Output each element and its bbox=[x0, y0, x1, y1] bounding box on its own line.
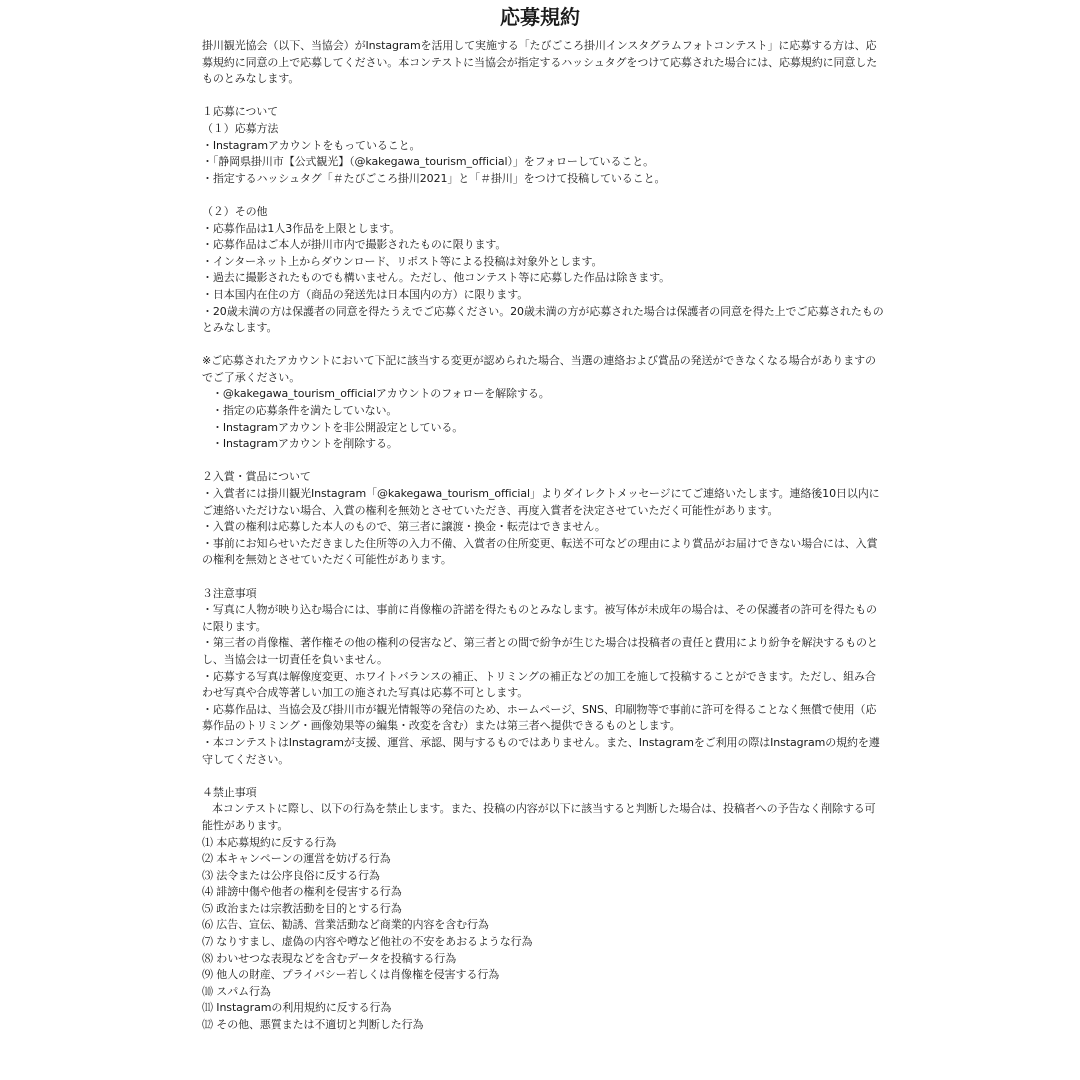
section-prohibited bbox=[202, 785, 886, 1034]
list-item: ・Instagramアカウントをもっていること。 bbox=[202, 138, 421, 152]
list-item: ・20歳未満の方は保護者の同意を得たうえでご応募ください。20歳未満の方が応募された場合は保護者の同意を得た上でご応募されたものとみなします。 bbox=[202, 304, 884, 335]
list-item: ⑿ その他、悪質または不適切と判断した行為 bbox=[202, 1018, 424, 1032]
list-item: ・応募する写真は解像度変更、ホワイトバランスの補正、トリミングの補正などの加工を施して投稿することができます。ただし、組み合わせ写真や合成等著しい加工の施された写真は応募不可とします。 bbox=[202, 669, 876, 700]
list-item: ・本コンテストはInstagramが支援、運営、承認、関与するものではありません。また、Instagramをご利用の際はInstagramの規約を遵守してください。 bbox=[202, 735, 880, 766]
note-paragraph: ※ご応募されたアカウントにおいて下記に該当する変更が認められた場合、当選の連絡および賞品の発送ができなくなる場合がありますのでご了承ください。 bbox=[202, 354, 876, 384]
section-heading: ２入賞・賞品について bbox=[202, 470, 311, 484]
list-item: ⑷ 誹謗中傷や他者の権利を侵害する行為 bbox=[202, 885, 402, 899]
section-intro: 本コンテストに際し、以下の行為を禁止します。また、投稿の内容が以下に該当すると判断した場合は、投稿者への予告なく削除する可能性があります。 bbox=[202, 802, 876, 832]
section-notes bbox=[202, 586, 886, 769]
list-item: ⑺ なりすまし、虚偽の内容や噂など他社の不安をあおるような行為 bbox=[202, 935, 533, 949]
list-item: ⑼ 他人の財産、プライバシー若しくは肖像権を侵害する行為 bbox=[202, 968, 500, 982]
list-item: ・過去に撮影されたものでも構いません。ただし、他コンテスト等に応募した作品は除きます。 bbox=[202, 271, 671, 285]
list-item: ・応募作品は、当協会及び掛川市が観光情報等の発信のため、ホームページ、SNS、印刷物等で事前に許可を得ることなく無償で使用（応募作品のトリミング・画像効果等の編集・改変を含む）または第三者へ提供できるものとします。 bbox=[202, 702, 877, 733]
list-item: ・事前にお知らせいただきました住所等の入力不備、入賞者の住所変更、転送不可などの理由により賞品がお届けできない場合には、入賞の権利を無効とさせていただく可能性があります。 bbox=[202, 536, 878, 567]
list-item: ・指定するハッシュタグ「＃たびごころ掛川2021」と「＃掛川」をつけて投稿していること。 bbox=[202, 171, 666, 185]
list-item: ・入賞者には掛川観光Instagram「@kakegawa_tourism_official」よりダイレクトメッセージにてご連絡いたします。連絡後10日以内にご連絡いただけない場合、入賞の権利を無効とさせていただき、再度入賞者を決定させていただく可能性があります。 bbox=[202, 487, 880, 517]
list-item: ・写真に人物が映り込む場合には、事前に肖像権の許諾を得たものとみなします。被写体が未成年の場合は、その保護者の許可を得たものに限ります。 bbox=[202, 603, 877, 633]
list-item: ・日本国内在住の方（商品の発送先は日本国内の方）に限ります。 bbox=[202, 287, 529, 301]
list-item: ⑵ 本キャンペーンの運営を妨げる行為 bbox=[202, 852, 391, 866]
list-item: ⑻ わいせつな表現などを含むデータを投稿する行為 bbox=[202, 951, 457, 965]
list-item: ・Instagramアカウントを削除する。 bbox=[212, 437, 398, 451]
list-item: ・第三者の肖像権、著作権その他の権利の侵害など、第三者との間で紛争が生じた場合は投稿者の責任と費用により紛争を解決するものとし、当協会は一切責任を負いません。 bbox=[202, 636, 878, 666]
intro-paragraph: 掛川観光協会（以下、当協会）がInstagramを活用して実施する「たびごころ掛川インスタグラムフォトコンテスト」に応募する方は、応募規約に同意の上で応募してください。本コンテストに当協会が指定するハッシュタグをつけて応募された場合には、応募規約に同意したものとみなします。 bbox=[202, 39, 878, 86]
page-title: 応募規約 bbox=[500, 5, 580, 29]
list-item: ・応募作品はご本人が掛川市内で撮影されたものに限ります。 bbox=[202, 238, 507, 252]
list-item: ・「静岡県掛川市【公式観光】（@kakegawa_tourism_official）」をフォローしていること。 bbox=[202, 155, 655, 169]
list-item: ・応募作品は1人3作品を上限とします。 bbox=[202, 221, 401, 235]
list-item: ⑾ Instagramの利用規約に反する行為 bbox=[202, 1001, 392, 1015]
section-prizes bbox=[202, 469, 886, 569]
list-item: ⑸ 政治または宗教活動を目的とする行為 bbox=[202, 901, 402, 915]
section-heading: １応募について bbox=[202, 105, 279, 119]
section-heading: ４禁止事項 bbox=[202, 785, 257, 799]
list-item: ⑽ スパム行為 bbox=[202, 984, 271, 998]
terms-body bbox=[202, 38, 886, 1034]
section-heading: ３注意事項 bbox=[202, 586, 257, 600]
list-item: ⑴ 本応募規約に反する行為 bbox=[202, 835, 337, 849]
list-item: ・インターネット上からダウンロード、リポスト等による投稿は対象外とします。 bbox=[202, 254, 603, 268]
section-entry bbox=[202, 104, 886, 452]
list-item: ⑶ 法令または公序良俗に反する行為 bbox=[202, 868, 380, 882]
list-item: ・@kakegawa_tourism_officialアカウントのフォローを解除する。 bbox=[212, 387, 550, 401]
subsection-heading: （２）その他 bbox=[202, 204, 268, 218]
list-item: ・指定の応募条件を満たしていない。 bbox=[212, 404, 398, 418]
list-item: ・入賞の権利は応募した本人のもので、第三者に譲渡・換金・転売はできません。 bbox=[202, 520, 606, 534]
list-item: ・Instagramアカウントを非公開設定としている。 bbox=[212, 420, 464, 434]
list-item: ⑹ 広告、宣伝、勧誘、営業活動など商業的内容を含む行為 bbox=[202, 918, 489, 932]
subsection-heading: （１）応募方法 bbox=[202, 121, 279, 135]
